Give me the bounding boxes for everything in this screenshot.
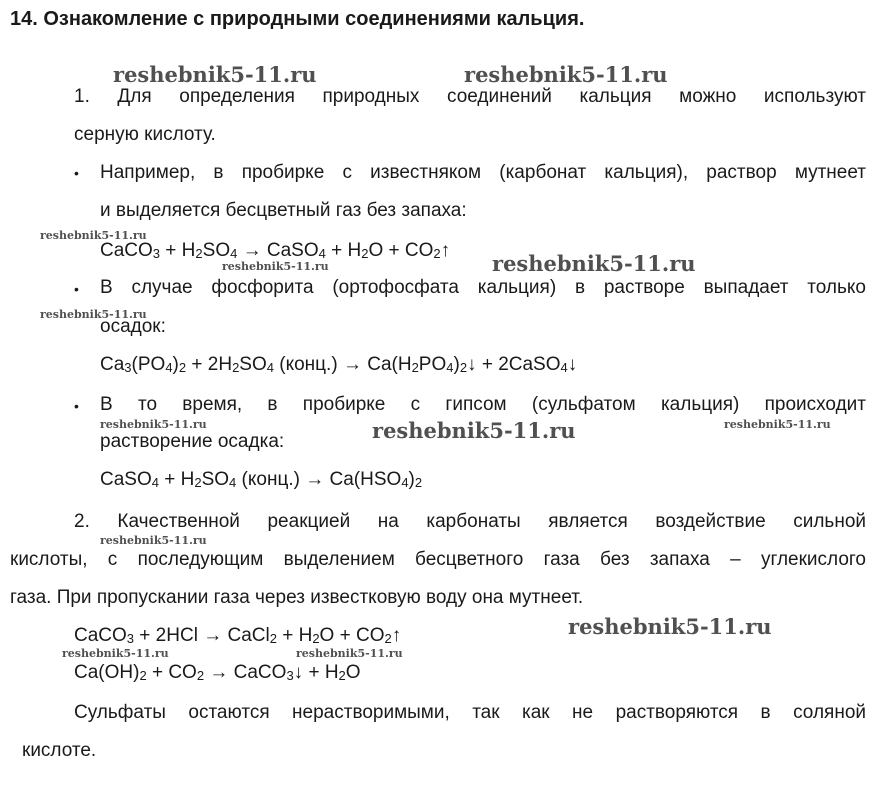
equation-3: CaSO$_4$ + $H_2SO_4$ (конц.) → $Ca(HSO_4)_2$ — [100, 469, 423, 490]
watermark: reshebnik5-11.ru — [40, 308, 147, 321]
watermark: reshebnik5-11.ru — [100, 418, 207, 431]
bullet-2-line-1: В случае фосфорита (ортофосфата кальция) в растворе выпадает только — [100, 277, 866, 298]
watermark: reshebnik5-11.ru — [724, 418, 831, 431]
watermark: reshebnik5-11.ru — [492, 251, 696, 276]
paragraph-3-line-2: кислоте. — [22, 740, 97, 761]
equation-1: CaCO$_3$ + $H_2SO_4$ → CaSO$_4$ + $H_2O$ + $CO_2↑$ — [100, 240, 451, 261]
watermark: reshebnik5-11.ru — [100, 534, 207, 547]
bullet-1-marker: • — [74, 165, 79, 181]
bullet-1-line-2: и выделяется бесцветный газ без запаха: — [100, 200, 467, 221]
watermark: reshebnik5-11.ru — [222, 260, 329, 273]
watermark: reshebnik5-11.ru — [113, 62, 317, 87]
page-heading: 14. Ознакомление с природными соединениями кальция. — [10, 8, 585, 30]
paragraph-1-line-2: серную кислоту. — [74, 124, 216, 145]
watermark: reshebnik5-11.ru — [372, 418, 576, 443]
equation-2: $Ca_3(PO_4)_2 + 2H_2SO_4$ (конц.) → $Ca(H_2PO_4)_2↓$ + 2CaSO$_4$↓ — [100, 354, 578, 375]
watermark: reshebnik5-11.ru — [464, 62, 668, 87]
paragraph-2-line-2: кислоты, с последующим выделением бесцветного газа без запаха – углекислого — [10, 549, 866, 570]
paragraph-1-line-1: 1. Для определения природных соединений кальция можно используют — [74, 86, 866, 107]
paragraph-2-line-3: газа. При пропускании газа через известковую воду она мутнеет. — [10, 587, 584, 608]
paragraph-2-line-1: 2. Качественной реакцией на карбонаты является воздействие сильной — [74, 511, 866, 532]
bullet-3-marker: • — [74, 398, 79, 414]
watermark: reshebnik5-11.ru — [568, 614, 772, 639]
equation-5: $Ca(OH)_2 + CO_2$ → CaCO$_3$↓ + $H_2O$ — [74, 662, 361, 683]
equation-4: CaCO$_3$ + 2HCl → CaCl$_2$ + $H_2O$ + $CO_2↑$ — [74, 625, 402, 646]
watermark: reshebnik5-11.ru — [40, 229, 147, 242]
bullet-2-marker: • — [74, 281, 79, 297]
bullet-1-line-1: Например, в пробирке с известняком (карбонат кальция), раствор мутнеет — [100, 162, 866, 183]
bullet-2-line-2: осадок: — [100, 316, 166, 337]
watermark: reshebnik5-11.ru — [296, 647, 403, 660]
watermark: reshebnik5-11.ru — [62, 647, 169, 660]
bullet-3-line-1: В то время, в пробирке с гипсом (сульфатом кальция) происходит — [100, 394, 866, 415]
paragraph-3-line-1: Сульфаты остаются нерастворимыми, так как не растворяются в соляной — [74, 702, 866, 723]
bullet-3-line-2: растворение осадка: — [100, 431, 285, 452]
